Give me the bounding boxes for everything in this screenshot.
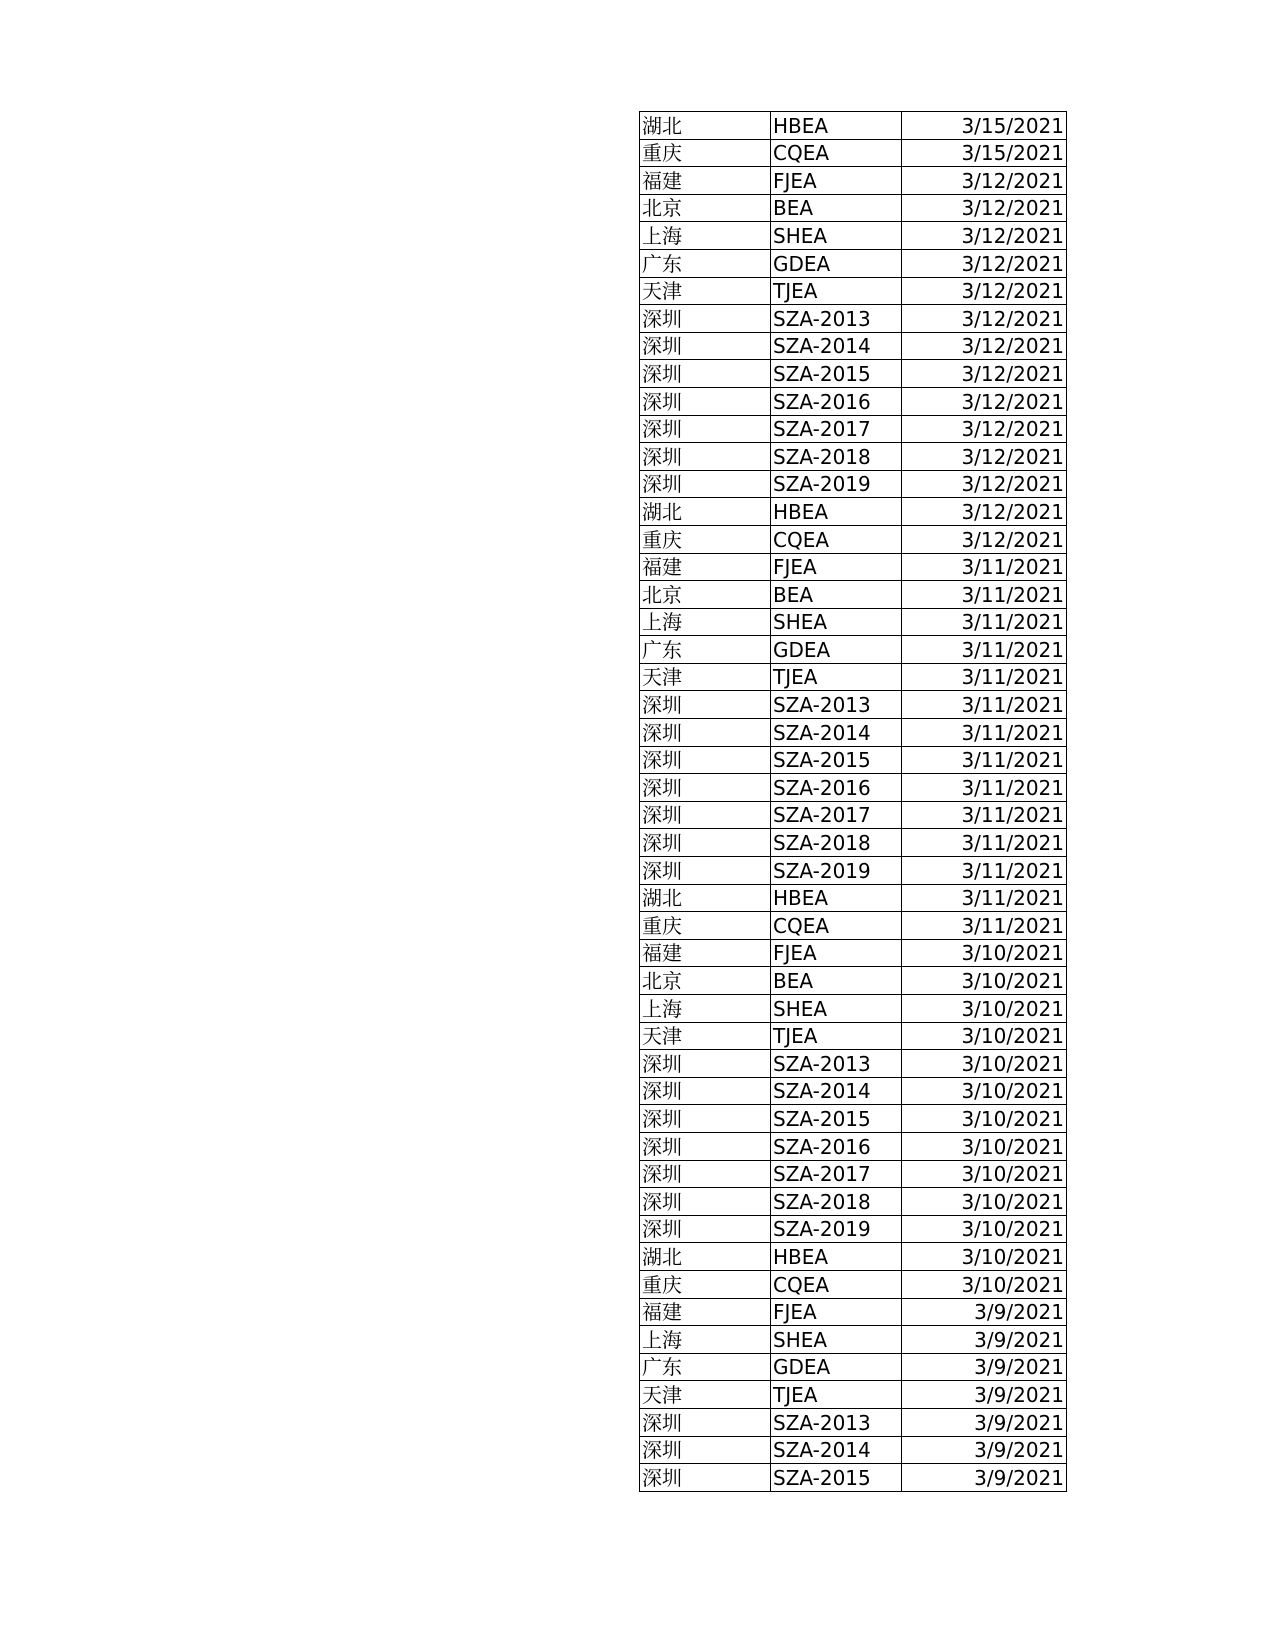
region-cell: 深圳 [640, 1050, 771, 1078]
date-cell: 3/10/2021 [902, 1022, 1067, 1050]
region-cell: 广东 [640, 636, 771, 664]
code-cell: FJEA [771, 167, 902, 195]
code-cell: SZA-2013 [771, 1408, 902, 1436]
table-row [640, 332, 1067, 360]
region-cell: 福建 [640, 167, 771, 195]
code-cell: CQEA [771, 1270, 902, 1298]
table-row [640, 691, 1067, 719]
region-cell: 深圳 [640, 1215, 771, 1243]
region-cell: 深圳 [640, 801, 771, 829]
code-cell: HBEA [771, 1243, 902, 1271]
date-cell: 3/12/2021 [902, 360, 1067, 388]
region-cell: 深圳 [640, 332, 771, 360]
table-row [640, 746, 1067, 774]
table-row [640, 277, 1067, 305]
table-row [640, 1022, 1067, 1050]
code-cell: GDEA [771, 1353, 902, 1381]
table-row [640, 222, 1067, 250]
table-row [640, 443, 1067, 471]
table-row [640, 939, 1067, 967]
table-row [640, 608, 1067, 636]
region-cell: 深圳 [640, 415, 771, 443]
date-cell: 3/10/2021 [902, 1105, 1067, 1133]
table-row [640, 387, 1067, 415]
table-row [640, 470, 1067, 498]
table-row [640, 1408, 1067, 1436]
region-cell: 湖北 [640, 498, 771, 526]
table-row [640, 995, 1067, 1023]
code-cell: SZA-2013 [771, 691, 902, 719]
region-cell: 天津 [640, 1381, 771, 1409]
table-row [640, 636, 1067, 664]
region-cell: 湖北 [640, 884, 771, 912]
date-cell: 3/12/2021 [902, 443, 1067, 471]
date-cell: 3/12/2021 [902, 415, 1067, 443]
code-cell: SZA-2018 [771, 443, 902, 471]
table-row [640, 498, 1067, 526]
code-cell: SZA-2017 [771, 801, 902, 829]
date-cell: 3/11/2021 [902, 912, 1067, 940]
date-cell: 3/11/2021 [902, 691, 1067, 719]
region-cell: 深圳 [640, 774, 771, 802]
table-row [640, 967, 1067, 995]
date-cell: 3/12/2021 [902, 387, 1067, 415]
code-cell: SHEA [771, 995, 902, 1023]
code-cell: CQEA [771, 912, 902, 940]
code-cell: SHEA [771, 222, 902, 250]
region-cell: 深圳 [640, 305, 771, 333]
date-cell: 3/9/2021 [902, 1353, 1067, 1381]
code-cell: HBEA [771, 884, 902, 912]
table-row [640, 167, 1067, 195]
table-row [640, 1243, 1067, 1271]
region-cell: 重庆 [640, 912, 771, 940]
code-cell: TJEA [771, 663, 902, 691]
region-cell: 深圳 [640, 746, 771, 774]
code-cell: SZA-2013 [771, 1050, 902, 1078]
region-cell: 深圳 [640, 719, 771, 747]
code-cell: FJEA [771, 553, 902, 581]
table-row [640, 774, 1067, 802]
date-cell: 3/11/2021 [902, 553, 1067, 581]
date-cell: 3/12/2021 [902, 194, 1067, 222]
table-row [640, 663, 1067, 691]
region-cell: 福建 [640, 553, 771, 581]
code-cell: SZA-2019 [771, 857, 902, 885]
region-cell: 上海 [640, 222, 771, 250]
table-row [640, 1326, 1067, 1354]
code-cell: SZA-2016 [771, 387, 902, 415]
table-row [640, 912, 1067, 940]
table-row [640, 801, 1067, 829]
date-cell: 3/12/2021 [902, 167, 1067, 195]
table-row [640, 829, 1067, 857]
code-cell: SZA-2015 [771, 1105, 902, 1133]
table-row [640, 1077, 1067, 1105]
region-cell: 福建 [640, 939, 771, 967]
code-cell: SZA-2014 [771, 719, 902, 747]
table-row [640, 719, 1067, 747]
code-cell: SZA-2016 [771, 774, 902, 802]
region-cell: 深圳 [640, 360, 771, 388]
table-row [640, 1381, 1067, 1409]
date-cell: 3/9/2021 [902, 1408, 1067, 1436]
code-cell: CQEA [771, 139, 902, 167]
table-row [640, 857, 1067, 885]
region-cell: 广东 [640, 249, 771, 277]
region-cell: 重庆 [640, 139, 771, 167]
table-row [640, 360, 1067, 388]
date-cell: 3/11/2021 [902, 719, 1067, 747]
region-cell: 上海 [640, 1326, 771, 1354]
code-cell: SZA-2015 [771, 1464, 902, 1492]
region-cell: 深圳 [640, 1132, 771, 1160]
region-cell: 深圳 [640, 829, 771, 857]
data-table [639, 111, 1067, 1492]
code-cell: TJEA [771, 1022, 902, 1050]
table-row [640, 1298, 1067, 1326]
date-cell: 3/10/2021 [902, 1132, 1067, 1160]
region-cell: 福建 [640, 1298, 771, 1326]
code-cell: SZA-2015 [771, 360, 902, 388]
code-cell: SZA-2019 [771, 470, 902, 498]
table-row [640, 1353, 1067, 1381]
table-row [640, 194, 1067, 222]
code-cell: BEA [771, 194, 902, 222]
region-cell: 深圳 [640, 470, 771, 498]
region-cell: 深圳 [640, 691, 771, 719]
code-cell: TJEA [771, 1381, 902, 1409]
code-cell: HBEA [771, 112, 902, 140]
table-row [640, 581, 1067, 609]
region-cell: 天津 [640, 277, 771, 305]
date-cell: 3/12/2021 [902, 305, 1067, 333]
date-cell: 3/12/2021 [902, 470, 1067, 498]
code-cell: BEA [771, 967, 902, 995]
region-cell: 北京 [640, 967, 771, 995]
table-body [640, 112, 1067, 1492]
region-cell: 深圳 [640, 1077, 771, 1105]
date-cell: 3/9/2021 [902, 1381, 1067, 1409]
code-cell: HBEA [771, 498, 902, 526]
table-row [640, 1050, 1067, 1078]
date-cell: 3/11/2021 [902, 608, 1067, 636]
date-cell: 3/12/2021 [902, 277, 1067, 305]
date-cell: 3/10/2021 [902, 1215, 1067, 1243]
date-cell: 3/9/2021 [902, 1436, 1067, 1464]
date-cell: 3/11/2021 [902, 746, 1067, 774]
region-cell: 深圳 [640, 1160, 771, 1188]
region-cell: 深圳 [640, 387, 771, 415]
code-cell: GDEA [771, 636, 902, 664]
code-cell: CQEA [771, 525, 902, 553]
table-row [640, 112, 1067, 140]
date-cell: 3/10/2021 [902, 1188, 1067, 1216]
code-cell: SHEA [771, 1326, 902, 1354]
code-cell: FJEA [771, 939, 902, 967]
region-cell: 湖北 [640, 112, 771, 140]
date-cell: 3/10/2021 [902, 1270, 1067, 1298]
region-cell: 深圳 [640, 1105, 771, 1133]
date-cell: 3/10/2021 [902, 995, 1067, 1023]
region-cell: 北京 [640, 581, 771, 609]
region-cell: 北京 [640, 194, 771, 222]
region-cell: 深圳 [640, 1464, 771, 1492]
table-row [640, 1464, 1067, 1492]
region-cell: 深圳 [640, 1188, 771, 1216]
table-row [640, 249, 1067, 277]
code-cell: SZA-2017 [771, 415, 902, 443]
code-cell: SZA-2017 [771, 1160, 902, 1188]
table-row [640, 415, 1067, 443]
date-cell: 3/12/2021 [902, 498, 1067, 526]
date-cell: 3/12/2021 [902, 332, 1067, 360]
code-cell: GDEA [771, 249, 902, 277]
date-cell: 3/11/2021 [902, 774, 1067, 802]
region-cell: 天津 [640, 1022, 771, 1050]
date-cell: 3/11/2021 [902, 636, 1067, 664]
date-cell: 3/15/2021 [902, 139, 1067, 167]
date-cell: 3/15/2021 [902, 112, 1067, 140]
date-cell: 3/11/2021 [902, 829, 1067, 857]
date-cell: 3/9/2021 [902, 1326, 1067, 1354]
region-cell: 湖北 [640, 1243, 771, 1271]
region-cell: 重庆 [640, 525, 771, 553]
region-cell: 深圳 [640, 857, 771, 885]
date-cell: 3/10/2021 [902, 1077, 1067, 1105]
table-row [640, 1105, 1067, 1133]
region-cell: 上海 [640, 995, 771, 1023]
date-cell: 3/12/2021 [902, 222, 1067, 250]
code-cell: SZA-2018 [771, 829, 902, 857]
date-cell: 3/11/2021 [902, 857, 1067, 885]
date-cell: 3/12/2021 [902, 249, 1067, 277]
table-row [640, 1215, 1067, 1243]
date-cell: 3/11/2021 [902, 581, 1067, 609]
region-cell: 天津 [640, 663, 771, 691]
date-cell: 3/11/2021 [902, 663, 1067, 691]
code-cell: TJEA [771, 277, 902, 305]
code-cell: SZA-2018 [771, 1188, 902, 1216]
region-cell: 深圳 [640, 1408, 771, 1436]
table-row [640, 1436, 1067, 1464]
code-cell: FJEA [771, 1298, 902, 1326]
table-row [640, 525, 1067, 553]
code-cell: SHEA [771, 608, 902, 636]
date-cell: 3/12/2021 [902, 525, 1067, 553]
code-cell: SZA-2014 [771, 1077, 902, 1105]
date-cell: 3/10/2021 [902, 939, 1067, 967]
region-cell: 深圳 [640, 1436, 771, 1464]
table-row [640, 884, 1067, 912]
table-row [640, 553, 1067, 581]
date-cell: 3/9/2021 [902, 1298, 1067, 1326]
date-cell: 3/9/2021 [902, 1464, 1067, 1492]
date-cell: 3/10/2021 [902, 1243, 1067, 1271]
table-row [640, 1188, 1067, 1216]
date-cell: 3/10/2021 [902, 967, 1067, 995]
table-row [640, 1270, 1067, 1298]
code-cell: SZA-2014 [771, 1436, 902, 1464]
date-cell: 3/10/2021 [902, 1160, 1067, 1188]
date-cell: 3/11/2021 [902, 801, 1067, 829]
region-cell: 广东 [640, 1353, 771, 1381]
region-cell: 上海 [640, 608, 771, 636]
table-row [640, 1132, 1067, 1160]
code-cell: SZA-2015 [771, 746, 902, 774]
code-cell: SZA-2013 [771, 305, 902, 333]
code-cell: SZA-2014 [771, 332, 902, 360]
table-row [640, 139, 1067, 167]
region-cell: 深圳 [640, 443, 771, 471]
date-cell: 3/11/2021 [902, 884, 1067, 912]
region-cell: 重庆 [640, 1270, 771, 1298]
code-cell: BEA [771, 581, 902, 609]
code-cell: SZA-2019 [771, 1215, 902, 1243]
table-row [640, 1160, 1067, 1188]
date-cell: 3/10/2021 [902, 1050, 1067, 1078]
code-cell: SZA-2016 [771, 1132, 902, 1160]
table-row [640, 305, 1067, 333]
